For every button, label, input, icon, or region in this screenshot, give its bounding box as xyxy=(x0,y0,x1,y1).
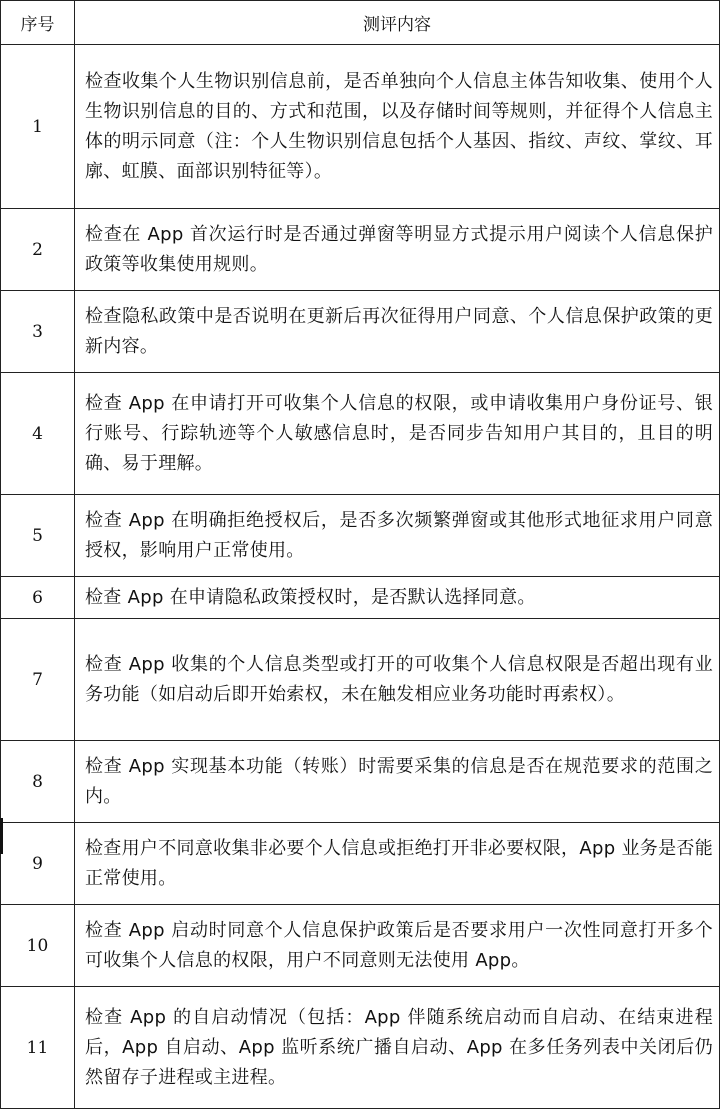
row-content: 检查收集个人生物识别信息前，是否单独向个人信息主体告知收集、使用个人生物识别信息的目的、方式和范围，以及存储时间等规则，并征得个人信息主体的明示同意（注：个人生物识别信息包括个人基因、指纹、声纹、掌纹、耳廓、虹膜、面部识别特征等）。 xyxy=(75,45,720,209)
table-row xyxy=(1,495,720,577)
header-number: 序号 xyxy=(1,1,75,45)
row-content: 检查隐私政策中是否说明在更新后再次征得用户同意、个人信息保护政策的更新内容。 xyxy=(75,291,720,373)
row-number: 11 xyxy=(1,987,75,1109)
table-body xyxy=(1,45,720,1109)
page-edge-mark xyxy=(0,818,3,854)
table-row xyxy=(1,987,720,1109)
table-row xyxy=(1,291,720,373)
row-number: 7 xyxy=(1,619,75,741)
table-row xyxy=(1,577,720,619)
row-number: 6 xyxy=(1,577,75,619)
row-number: 3 xyxy=(1,291,75,373)
row-number: 4 xyxy=(1,373,75,495)
row-content: 检查 App 在明确拒绝授权后，是否多次频繁弹窗或其他形式地征求用户同意授权，影响用户正常使用。 xyxy=(75,495,720,577)
table-row xyxy=(1,45,720,209)
table-row xyxy=(1,823,720,905)
table-row xyxy=(1,373,720,495)
row-content: 检查 App 的自启动情况（包括：App 伴随系统启动而自启动、在结束进程后，App 自启动、App 监听系统广播自启动、App 在多任务列表中关闭后仍然留存子进程或主进程。 xyxy=(75,987,720,1109)
row-number: 9 xyxy=(1,823,75,905)
row-number: 1 xyxy=(1,45,75,209)
row-content: 检查 App 收集的个人信息类型或打开的可收集个人信息权限是否超出现有业务功能（如启动后即开始索权，未在触发相应业务功能时再索权）。 xyxy=(75,619,720,741)
row-number: 2 xyxy=(1,209,75,291)
row-content: 检查 App 在申请打开可收集个人信息的权限，或申请收集用户身份证号、银行账号、行踪轨迹等个人敏感信息时，是否同步告知用户其目的，且目的明确、易于理解。 xyxy=(75,373,720,495)
row-content: 检查 App 在申请隐私政策授权时，是否默认选择同意。 xyxy=(75,577,720,619)
row-content: 检查用户不同意收集非必要个人信息或拒绝打开非必要权限，App 业务是否能正常使用。 xyxy=(75,823,720,905)
table-row xyxy=(1,741,720,823)
row-number: 8 xyxy=(1,741,75,823)
table-row xyxy=(1,905,720,987)
row-number: 10 xyxy=(1,905,75,987)
table-header-row xyxy=(1,1,720,45)
row-content: 检查在 App 首次运行时是否通过弹窗等明显方式提示用户阅读个人信息保护政策等收集使用规则。 xyxy=(75,209,720,291)
row-content: 检查 App 实现基本功能（转账）时需要采集的信息是否在规范要求的范围之内。 xyxy=(75,741,720,823)
table-header xyxy=(1,1,720,45)
table-row xyxy=(1,209,720,291)
row-number: 5 xyxy=(1,495,75,577)
row-content: 检查 App 启动时同意个人信息保护政策后是否要求用户一次性同意打开多个可收集个人信息的权限，用户不同意则无法使用 App。 xyxy=(75,905,720,987)
header-content: 测评内容 xyxy=(75,1,720,45)
table-row xyxy=(1,619,720,741)
